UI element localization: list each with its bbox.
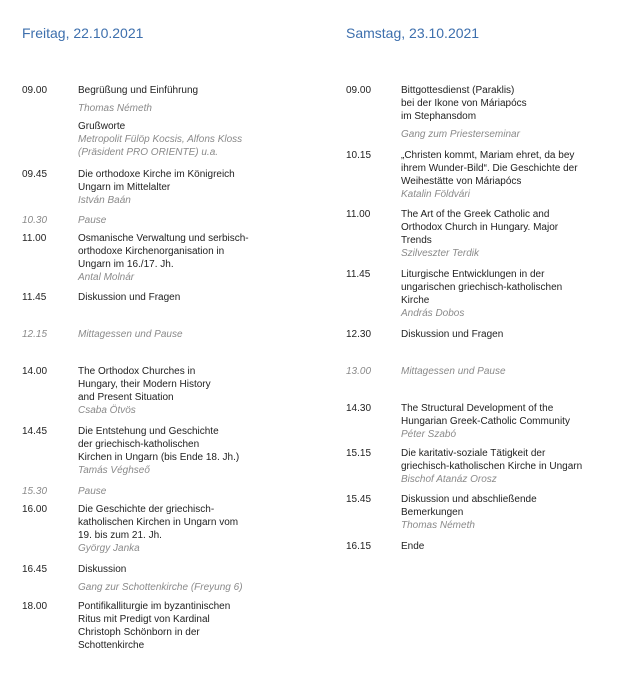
entry-line: Hungary, their Modern History — [78, 379, 211, 390]
entry-line: Diskussion — [78, 564, 127, 575]
entry-line: Diskussion und Fragen — [401, 329, 504, 340]
entry-time: 14.30 — [346, 403, 372, 414]
entry-line: 19. bis zum 21. Jh. — [78, 530, 162, 541]
entry-note: Mittagessen und Pause — [78, 329, 183, 340]
entry-note: György Janka — [78, 543, 140, 554]
entry-content — [78, 600, 230, 652]
entry-content — [78, 425, 239, 477]
entry-content — [401, 493, 537, 532]
entry-content — [401, 540, 424, 553]
entry-content — [401, 268, 562, 320]
entry-time: 10.15 — [346, 150, 372, 161]
entry-time: 18.00 — [22, 601, 48, 612]
entry-note: Szilveszter Terdik — [401, 248, 479, 259]
entry-time: 12.15 — [22, 329, 48, 340]
entry-time: 16.00 — [22, 504, 48, 515]
entry-line: Begrüßung und Einführung — [78, 85, 199, 96]
entry-note: Gang zur Schottenkirche (Freyung 6) — [78, 582, 243, 593]
entry-note: Thomas Németh — [78, 103, 152, 114]
day-title-friday: Freitag, 22.10.2021 — [22, 25, 144, 41]
entry-line: Bittgottesdienst (Paraklis) — [401, 85, 515, 96]
entry-line: The Art of the Greek Catholic and — [401, 209, 550, 220]
entry-content — [401, 328, 503, 341]
entry-line: Ritus mit Predigt von Kardinal — [78, 614, 210, 625]
entry-note: Bischof Atanáz Orosz — [401, 474, 497, 485]
entry-note: Gang zum Priesterseminar — [401, 129, 520, 140]
entry-note: Antal Molnár — [78, 272, 135, 283]
entry-time: 12.30 — [346, 329, 372, 340]
entry-line: griechisch-katholischen Kirche in Ungarn — [401, 461, 583, 472]
entry-line: ungarischen griechisch-katholischen — [401, 282, 563, 293]
entry-content — [78, 503, 238, 555]
entry-time: 16.45 — [22, 564, 48, 575]
entry-content — [78, 365, 211, 417]
entry-line: Hungarian Greek-Catholic Community — [401, 416, 570, 427]
entry-content — [78, 232, 249, 284]
entry-line: Pontifikalliturgie im byzantinischen — [78, 601, 231, 612]
entry-time: 14.45 — [22, 426, 48, 437]
entry-content — [401, 208, 558, 260]
entry-content — [78, 291, 180, 304]
entry-content — [401, 149, 578, 201]
entry-line: Grußworte — [78, 121, 126, 132]
entry-line: im Stephansdom — [401, 111, 477, 122]
entry-line: Trends — [401, 235, 432, 246]
entry-line: The Orthodox Churches in — [78, 366, 196, 377]
entry-note: Katalin Földvári — [401, 189, 470, 200]
entry-content — [401, 402, 570, 441]
entry-time: 09.00 — [22, 85, 48, 96]
entry-content — [78, 485, 106, 498]
entry-note: Pause — [78, 215, 107, 226]
entry-note: Metropolit Fülöp Kocsis, Alfons Kloss — [78, 134, 243, 145]
entry-time: 14.00 — [22, 366, 48, 377]
entry-note: István Baán — [78, 195, 131, 206]
entry-content — [401, 365, 506, 378]
entry-line: Die Entstehung und Geschichte — [78, 426, 219, 437]
entry-line: katholischen Kirchen in Ungarn vom — [78, 517, 239, 528]
entry-time: 16.15 — [346, 541, 372, 552]
entry-line: Die Geschichte der griechisch- — [78, 504, 215, 515]
entry-line: Die karitativ-soziale Tätigkeit der — [401, 448, 546, 459]
entry-note: Péter Szabó — [401, 429, 457, 440]
entry-note: Mittagessen und Pause — [401, 366, 506, 377]
entry-content — [401, 447, 582, 486]
entry-time: 11.00 — [346, 209, 371, 220]
entry-note: András Dobos — [401, 308, 465, 319]
entry-time: 15.45 — [346, 494, 372, 505]
entry-time: 13.00 — [346, 366, 372, 377]
entry-line: Ungarn im 16./17. Jh. — [78, 259, 174, 270]
entry-note: Tamás Véghseő — [78, 465, 150, 476]
entry-time: 11.45 — [346, 269, 371, 280]
entry-note: Csaba Ötvös — [78, 405, 136, 416]
entry-time: 10.30 — [22, 215, 48, 226]
entry-line: The Structural Development of the — [401, 403, 554, 414]
entry-time: 09.00 — [346, 85, 372, 96]
entry-time: 15.30 — [22, 486, 48, 497]
entry-note: Pause — [78, 486, 107, 497]
entry-line: Die orthodoxe Kirche im Königreich — [78, 169, 235, 180]
entry-note: Thomas Németh — [401, 520, 475, 531]
entry-content — [78, 214, 106, 227]
entry-line: Kirche — [401, 295, 430, 306]
entry-line: Christoph Schönborn in der — [78, 627, 200, 638]
entry-line: Kirchen in Ungarn (bis Ende 18. Jh.) — [78, 452, 240, 463]
entry-line: ihrem Wunder-Bild“. Die Geschichte der — [401, 163, 578, 174]
entry-line: and Present Situation — [78, 392, 174, 403]
entry-line: Orthodox Church in Hungary. Major — [401, 222, 559, 233]
entry-line: bei der Ikone von Máriapócs — [401, 98, 527, 109]
entry-line: „Christen kommt, Mariam ehret, da bey — [401, 150, 575, 161]
entry-line: Diskussion und abschließende — [401, 494, 537, 505]
entry-content — [78, 328, 183, 341]
entry-line: Diskussion und Fragen — [78, 292, 181, 303]
day-title-saturday: Samstag, 23.10.2021 — [346, 25, 480, 41]
entry-line: orthodoxe Kirchenorganisation in — [78, 246, 225, 257]
entry-content — [78, 563, 243, 594]
entry-content — [401, 84, 527, 141]
entry-time: 15.15 — [346, 448, 372, 459]
entry-line: Osmanische Verwaltung und serbisch- — [78, 233, 249, 244]
entry-line: Ende — [401, 541, 425, 552]
entry-time: 11.45 — [22, 292, 47, 303]
entry-line: Ungarn im Mittelalter — [78, 182, 171, 193]
entry-time: 09.45 — [22, 169, 48, 180]
entry-line: Schottenkirche — [78, 640, 145, 651]
entry-content — [78, 168, 235, 207]
entry-note: (Präsident PRO ORIENTE) u.a. — [78, 147, 219, 158]
entry-time: 11.00 — [22, 233, 47, 244]
entry-line: Liturgische Entwicklungen in der — [401, 269, 545, 280]
entry-line: der griechisch-katholischen — [78, 439, 200, 450]
entry-line: Weihestätte von Máriapócs — [401, 176, 522, 187]
entry-line: Bemerkungen — [401, 507, 464, 518]
entry-content — [78, 84, 242, 159]
